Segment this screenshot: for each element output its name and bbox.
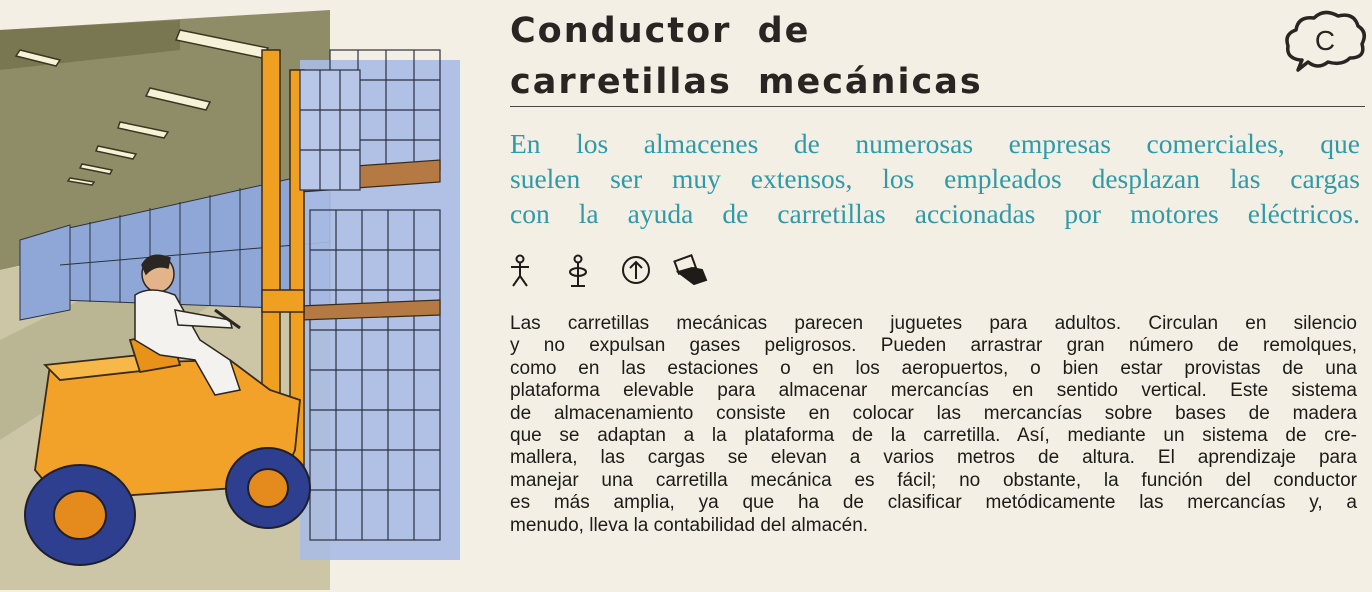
body-line: y no expulsan gases peligrosos. Pueden arrastrar gran número de remolques,: [510, 335, 1357, 357]
cloud-c-icon: [1282, 8, 1368, 72]
body-line: menudo, lleva la contabilidad del almacén.: [510, 514, 869, 536]
body-line: manejar una carretilla mecánica es fácil; no obstante, la función del conductor: [510, 469, 1357, 491]
page-title: [510, 6, 1330, 108]
body-line: mallera, las cargas se elevan a varios metros de altura. El aprendizaje para: [510, 447, 1357, 469]
person-icon: [511, 256, 529, 287]
title-line-1: Conductor de: [510, 11, 811, 51]
lead-line: suelen ser muy extensos, los empleados desplazan las cargas: [510, 163, 1360, 194]
title-divider: [510, 106, 1365, 107]
body-line: plataforma elevable para almacenar mercancías en sentido vertical. Este sistema: [510, 380, 1357, 402]
body-line: de almacenamiento consiste en colocar las mercancías sobre bases de madera: [510, 402, 1357, 424]
body-paragraph: [510, 313, 1357, 537]
lead-line: con la ayuda de carretillas accionadas por motores eléctricos.: [510, 198, 1360, 229]
forklift-warehouse-illustration: [0, 10, 470, 590]
lead-line: En los almacenes de numerosas empresas comerciales, que: [510, 128, 1360, 159]
body-line: es más amplia, ya que ha de clasificar metódicamente las mercancías y, a: [510, 492, 1357, 514]
body-line: como en las estaciones o en los aeropuertos, o bien estar provistas de una: [510, 357, 1357, 379]
logo-letter: C: [1314, 25, 1336, 56]
hand-card-icon: [674, 255, 706, 284]
body-line: Las carretillas mecánicas parecen juguetes para adultos. Circulan en silencio: [510, 313, 1357, 334]
arrow-up-circle-icon: [623, 257, 649, 283]
lead-paragraph: [510, 126, 1360, 231]
title-line-2: carretillas mecánicas: [510, 62, 983, 102]
body-line: que se adaptan a la plataforma de la carretilla. Así, mediante un sistema de cre-: [510, 425, 1357, 447]
symbol-row: [508, 254, 718, 288]
person-rotate-icon: [570, 256, 586, 287]
